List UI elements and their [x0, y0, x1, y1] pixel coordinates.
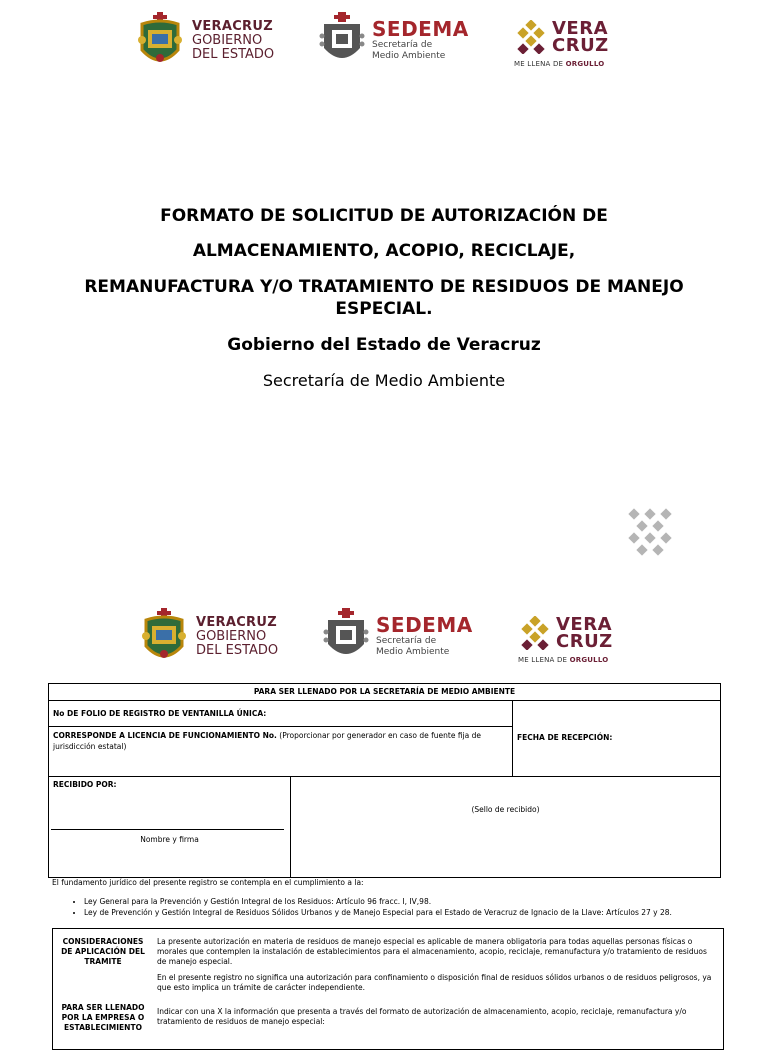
- veracruz-brand-tagline: ME LLENA DE ORGULLO: [518, 656, 609, 664]
- nombre-firma-label: Nombre y firma: [140, 835, 199, 844]
- sedema-shield-icon: [318, 10, 366, 70]
- veracruz-brand-tagline: ME LLENA DE ORGULLO: [514, 60, 605, 68]
- considerations-p2: En el presente registro no significa una autorización para confinamiento o disposición final de residuos sólidos urbanos o de residuos peligrosos, ya que esto implica un trámite de carácter independiente.: [157, 973, 712, 992]
- header-logos: [0, 10, 768, 80]
- sedema-logo-line1: Secretaría de: [372, 40, 433, 50]
- licencia-field[interactable]: [49, 727, 512, 776]
- form-header-logos: [0, 606, 768, 676]
- veracruz-brand-line1: VERA: [552, 18, 609, 39]
- official-use-form: [48, 683, 721, 878]
- secretariat-name: Secretaría de Medio Ambiente: [262, 371, 506, 390]
- veracruz-logo-line2: GOBIERNO: [192, 33, 263, 48]
- decorative-knot-icon: [624, 508, 676, 562]
- company-section-label: PARA SER LLENADO POR LA EMPRESA O ESTABLECIMIENTO: [61, 1003, 145, 1032]
- legal-item-1: • Ley General para la Prevención y Gestión Integral de los Residuos: Artículo 96 fracc. I, IV,98.: [84, 897, 722, 906]
- veracruz-logo-line2: GOBIERNO: [196, 629, 267, 644]
- veracruz-coat-of-arms-icon: [140, 606, 188, 668]
- legal-foundation-intro: El fundamento jurídico del presente registro se contempla en el cumplimiento a la:: [52, 878, 364, 887]
- sedema-logo-name: SEDEMA: [372, 17, 469, 41]
- veracruz-knot-icon: [518, 616, 552, 650]
- form-header: PARA SER LLENADO POR LA SECRETARÍA DE MEDIO AMBIENTE: [253, 687, 516, 696]
- sello-field[interactable]: [291, 777, 720, 877]
- signature-line: [51, 829, 284, 830]
- document-title-line1: FORMATO DE SOLICITUD DE AUTORIZACIÓN DE: [160, 206, 608, 226]
- veracruz-brand-line1: VERA: [556, 614, 613, 635]
- document-title-line3: REMANUFACTURA Y/O TRATAMIENTO DE RESIDUOS DE MANEJO ESPECIAL.: [84, 277, 684, 319]
- considerations-p3: Indicar con una X la información que presenta a través del formato de autorización de almacenamiento, acopio, reciclaje, remanufactura y/o tratamiento de residuos de manejo especial:: [157, 1007, 687, 1026]
- veracruz-government-logo: [136, 10, 274, 72]
- licencia-label: CORRESPONDE A LICENCIA DE FUNCIONAMIENTO No.: [53, 731, 277, 740]
- recibido-label: RECIBIDO POR:: [53, 780, 117, 789]
- considerations-p1: La presente autorización en materia de residuos de manejo especial es aplicable de manera obligatoria para todas aquellas personas físicas o morales que contemplen la instalación de establecimientos para el almacenamiento, acopio, reciclaje, remanufactura y/o tratamiento de residuos de manejo especial.: [157, 937, 707, 966]
- folio-label[interactable]: No DE FOLIO DE REGISTRO DE VENTANILLA ÚNICA:: [49, 701, 512, 727]
- veracruz-logo-line1: VERACRUZ: [196, 615, 277, 630]
- legal-foundation: [52, 878, 722, 919]
- veracruz-brand-logo: [514, 20, 609, 68]
- recibido-field[interactable]: [49, 777, 291, 877]
- government-name: Gobierno del Estado de Veracruz: [227, 335, 541, 355]
- veracruz-knot-icon: [514, 20, 548, 54]
- sedema-shield-icon: [322, 606, 370, 666]
- sedema-logo-line1: Secretaría de: [376, 636, 437, 646]
- veracruz-brand-logo-2: [518, 616, 613, 664]
- document-title-line2: ALMACENAMIENTO, ACOPIO, RECICLAJE,: [192, 241, 576, 261]
- veracruz-government-logo-2: [140, 606, 278, 668]
- sedema-logo-2: [322, 606, 473, 666]
- sedema-logo-line2: Medio Ambiente: [372, 51, 446, 61]
- veracruz-logo-line3: DEL ESTADO: [196, 643, 279, 658]
- sedema-logo: [318, 10, 469, 70]
- veracruz-coat-of-arms-icon: [136, 10, 184, 72]
- veracruz-brand-line2: CRUZ: [556, 631, 613, 652]
- considerations-label: CONSIDERACIONES DE APLICACIÓN DEL TRAMITE: [61, 937, 145, 966]
- fecha-recepcion-label[interactable]: FECHA DE RECEPCIÓN:: [517, 733, 613, 742]
- sedema-logo-name: SEDEMA: [376, 613, 473, 637]
- sedema-logo-line2: Medio Ambiente: [376, 647, 450, 657]
- considerations-table: [52, 928, 724, 1050]
- veracruz-brand-line2: CRUZ: [552, 35, 609, 56]
- veracruz-logo-line3: DEL ESTADO: [192, 47, 275, 62]
- sello-label: (Sello de recibido): [471, 805, 540, 814]
- legal-item-2: • Ley de Prevención y Gestión Integral de Residuos Sólidos Urbanos y de Manejo Especial para el Estado de Veracruz de Ignacio de la Llave: Artículos 27 y 28.: [84, 908, 722, 917]
- veracruz-logo-line1: VERACRUZ: [192, 19, 273, 34]
- licencia-note: (Proporcionar por generador en caso de fuente fija de jurisdicción estatal): [53, 731, 482, 751]
